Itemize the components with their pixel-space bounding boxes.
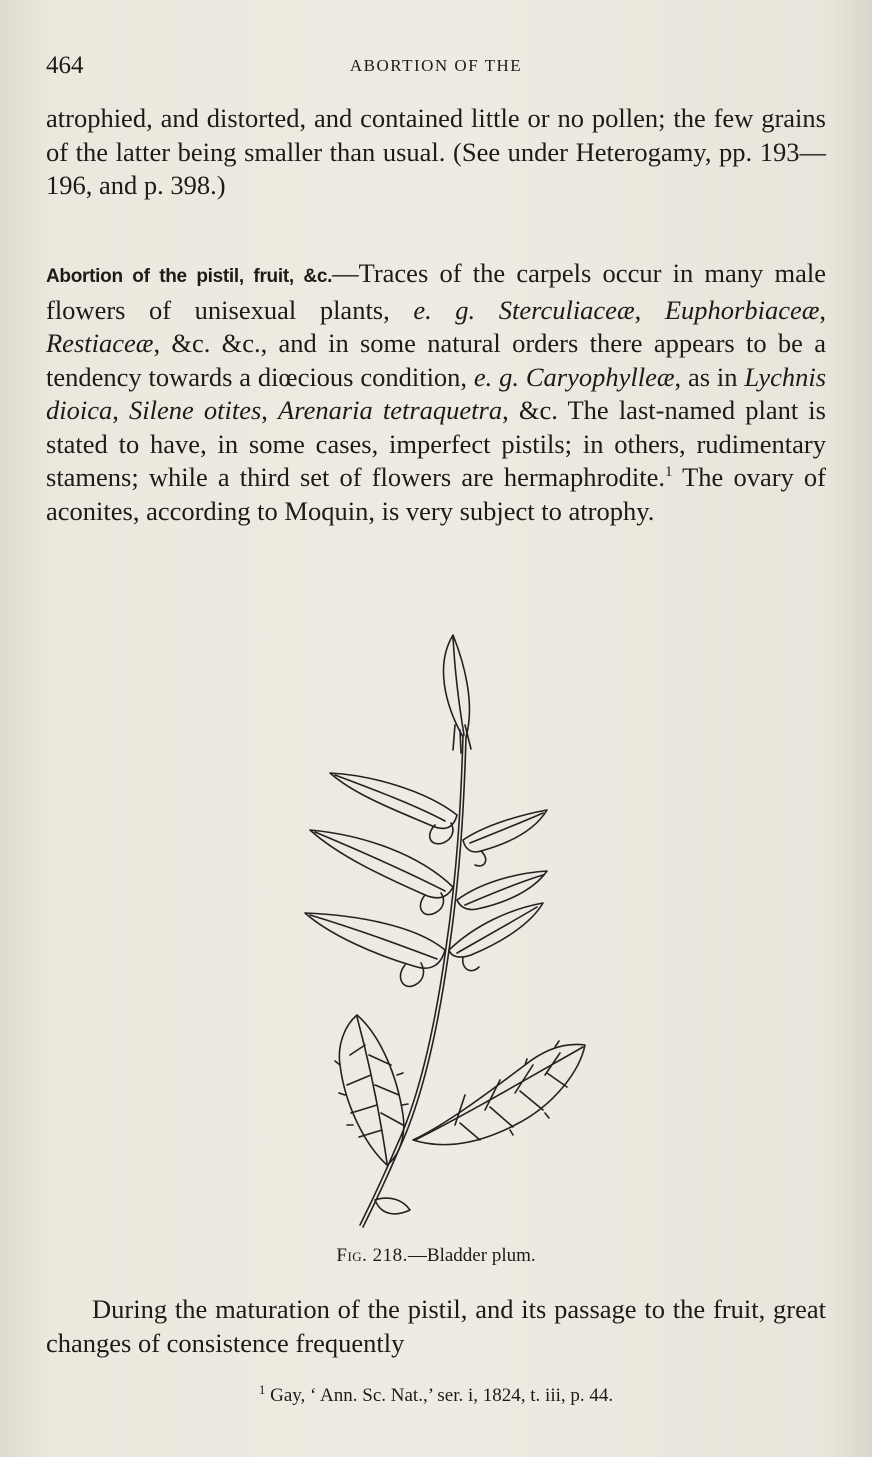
paragraph-atrophied-stamens: atrophied, and distorted, and contained little or no pollen; the few grains of the latter being smaller than usual. (See under Heterogamy, pp. 193—196, and p. 398.) <box>46 103 826 200</box>
species-name: Lychnis dioica <box>46 361 827 425</box>
family-name: Sterculiaceæ <box>498 294 635 325</box>
figure-caption <box>0 1245 872 1267</box>
family-name: Euphorbiaceæ <box>664 294 820 325</box>
eg-abbrev: e. g. <box>473 361 520 392</box>
section-heading: Abortion of the pistil, fruit, &c. <box>46 266 333 287</box>
family-name: Caryophylleæ <box>525 361 675 392</box>
bladder-plum-illustration <box>285 625 625 1240</box>
species-name: Arenaria tetraquetra <box>278 395 503 425</box>
footnote-marker: 1 <box>258 1382 266 1397</box>
family-name: Restiaceæ <box>46 328 154 358</box>
running-head: ABORTION OF THE <box>349 56 523 75</box>
figure-label: Fig. 218. <box>336 1245 408 1266</box>
figure-title: —Bladder plum. <box>407 1245 536 1266</box>
paragraph-abortion-of-pistil: Abortion of the pistil, fruit, &c.—Traces of the carpels occur in many male flowers of unisexual plants, e. g. Sterculiaceæ, Euphorbiaceæ, Restiaceæ, &c. &c., and in some natural orders there appears to be a tendency towards a diœcious condition, e. g. Caryophylleæ, as in Lychnis dioica, Silene otites, Arenaria tetraquetra, &c. The last-named plant is stated to have, in some cases, imperfect pistils; in others, rudimentary stamens; while a third set of flowers are hermaphrodite.$^1$ The ovary of aconites, according to Moquin, is very subject to atrophy. <box>46 258 827 526</box>
paragraph-maturation: During the maturation of the pistil, and its passage to the fruit, great changes of consistence frequently <box>46 1294 826 1358</box>
species-name: Silene otites <box>129 395 262 425</box>
footnote-reference: 1 <box>664 464 673 480</box>
page-header <box>46 52 826 82</box>
footnote <box>0 1382 872 1407</box>
eg-abbrev: e. g. <box>413 294 476 325</box>
page-number: 464 <box>46 52 84 79</box>
footnote-text: Gay, ‘ Ann. Sc. Nat.,’ ser. i, 1824, t. iii, p. 44. <box>265 1385 614 1406</box>
